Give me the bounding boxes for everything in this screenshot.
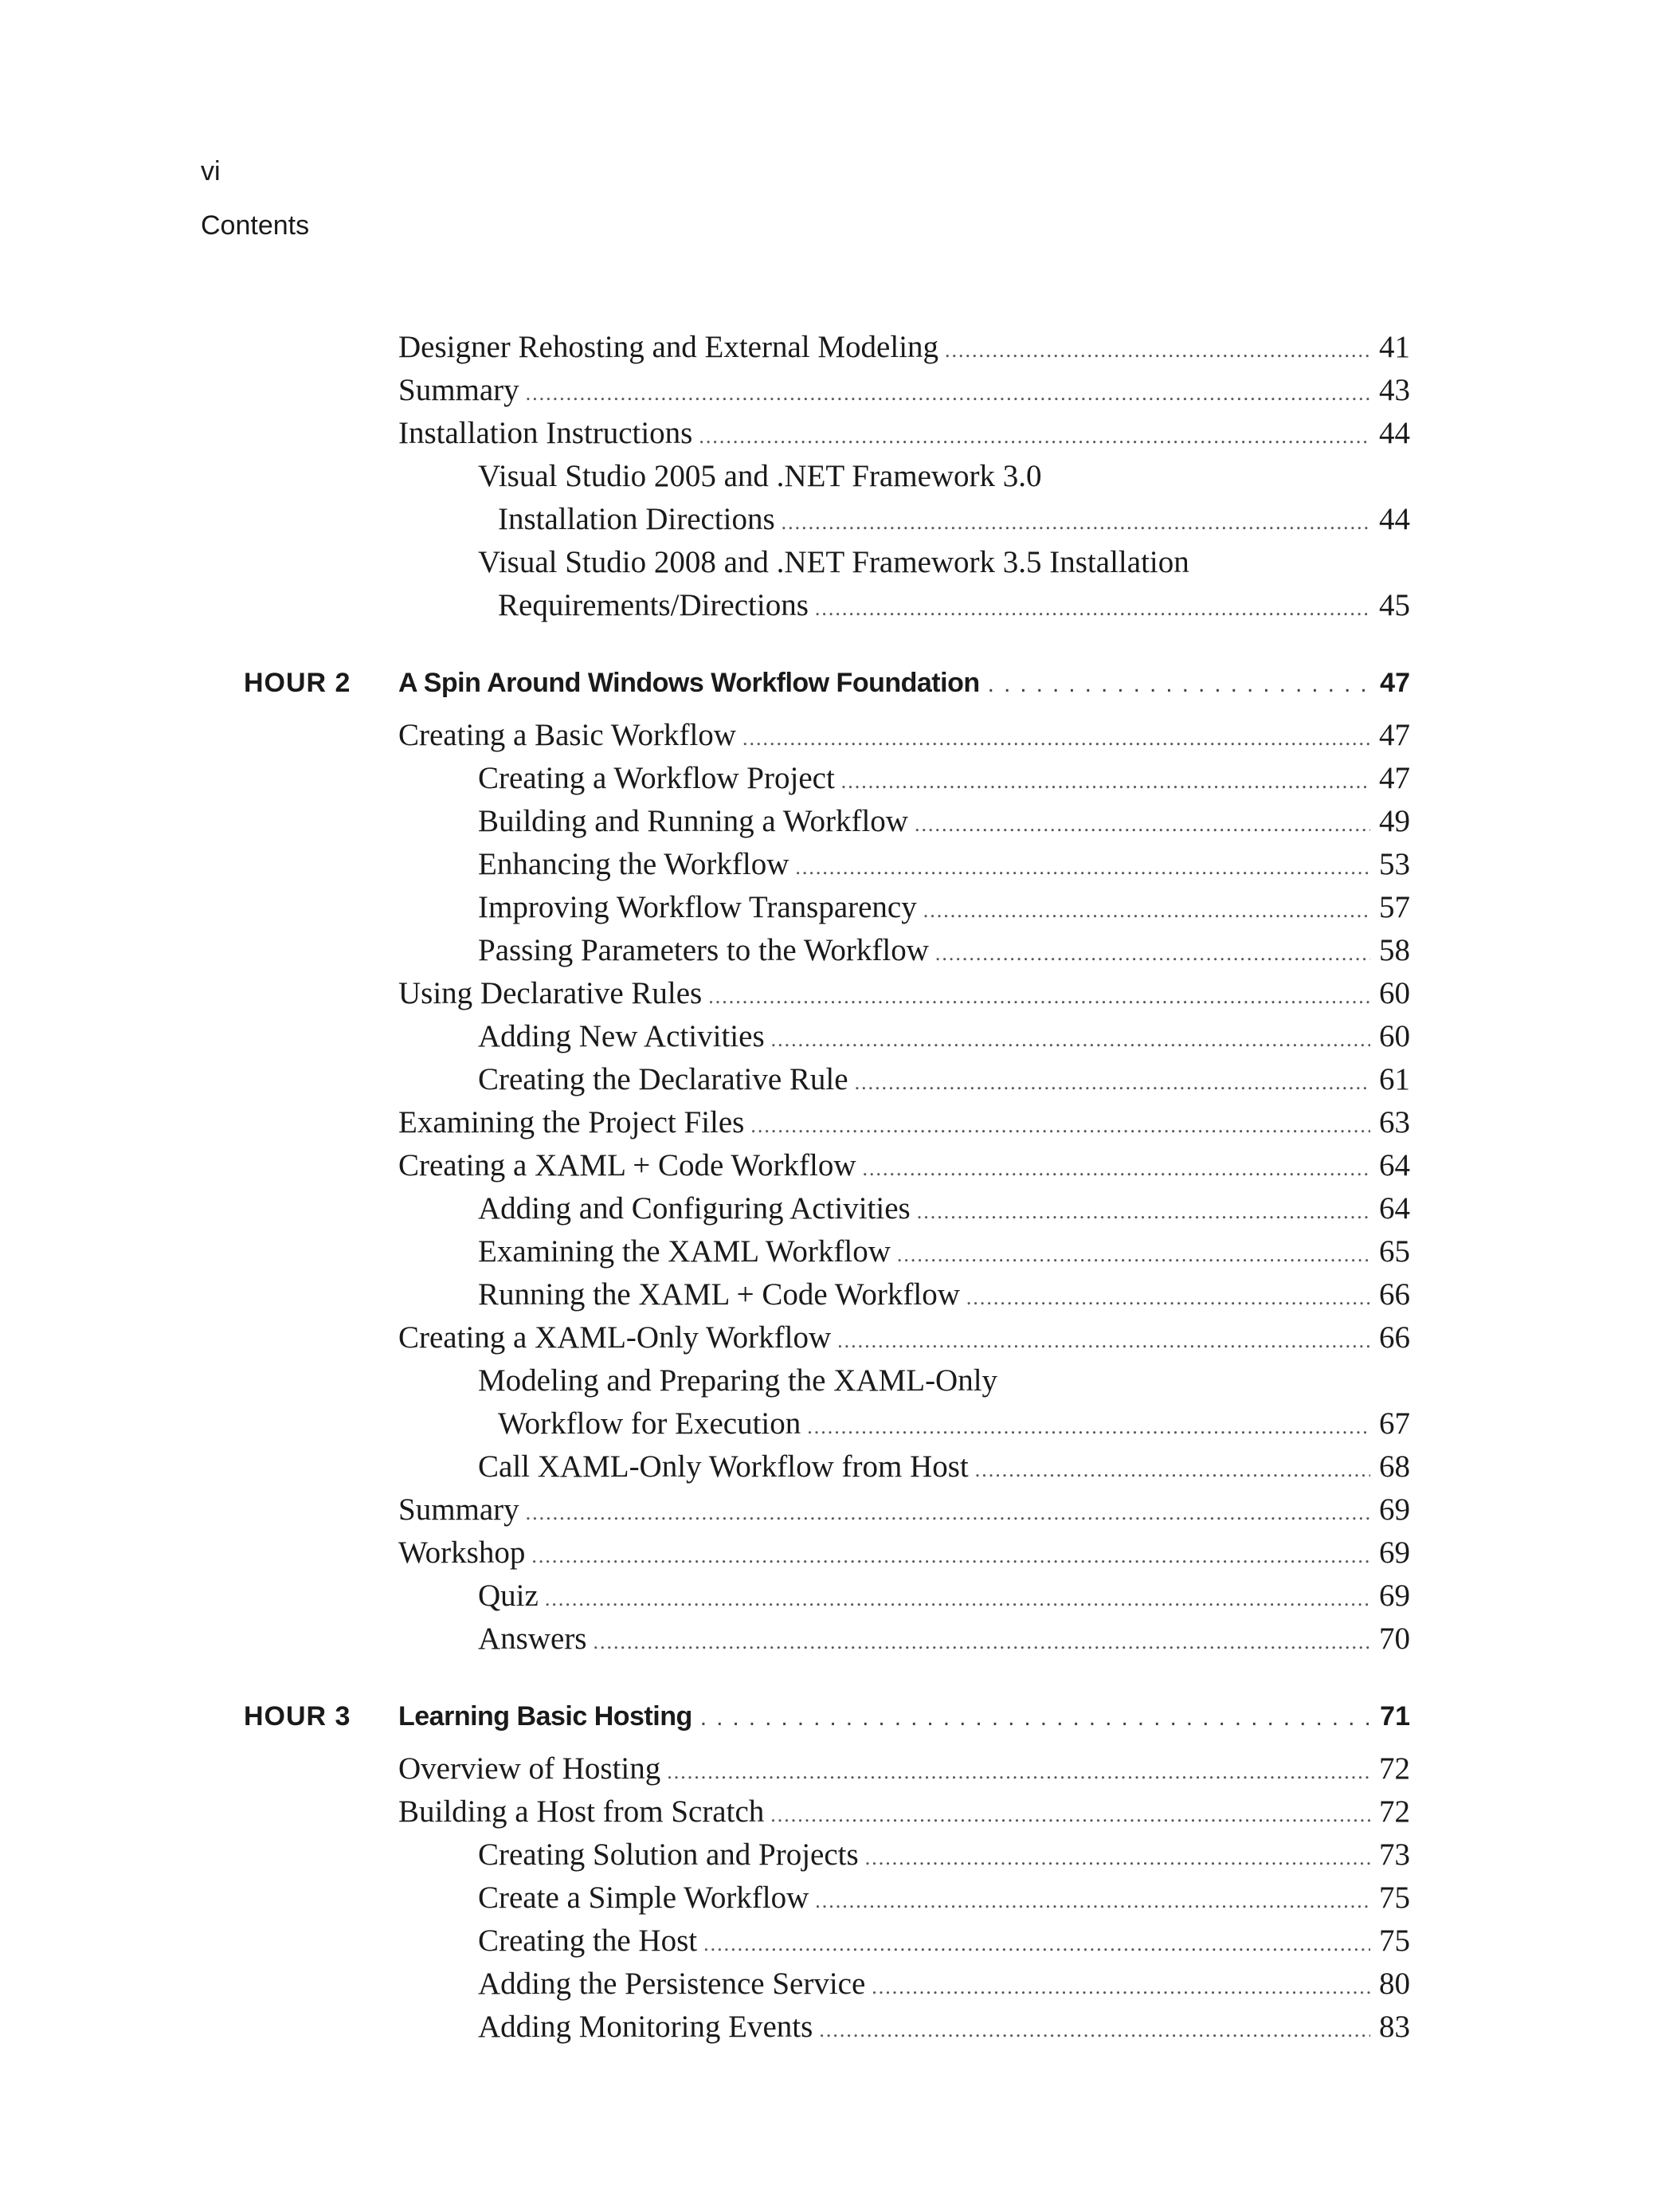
toc-entry-page: 73: [1379, 1837, 1410, 1872]
dot-leader: [923, 889, 1370, 932]
toc-entry-page: 66: [1379, 1320, 1410, 1355]
toc-entry-title: Create a Simple Workflow: [478, 1881, 809, 1915]
dot-leader: [531, 1535, 1370, 1578]
toc-entry-vs2008[interactable]: [498, 584, 1410, 627]
dot-leader: [750, 1104, 1370, 1147]
toc-entry-title: Improving Workflow Transparency: [478, 890, 917, 924]
dot-leader: [699, 415, 1370, 458]
dot-leader: [945, 329, 1370, 372]
dot-leader: [815, 1880, 1370, 1923]
toc-entry-title: Creating the Host: [478, 1924, 698, 1958]
toc-entry-installation-instructions[interactable]: [398, 412, 1410, 455]
toc-entry-title: Adding New Activities: [478, 1019, 765, 1053]
dot-leader: [988, 663, 1369, 706]
toc-entry-page: 47: [1379, 761, 1410, 795]
toc-entry-page: 43: [1379, 373, 1410, 407]
toc-entry-designer-rehosting[interactable]: [398, 326, 1410, 369]
dot-leader: [700, 1696, 1369, 1739]
toc-entry-page: 69: [1379, 1535, 1410, 1570]
toc-entry[interactable]: [478, 1230, 1410, 1273]
toc-entry-page: 47: [1379, 718, 1410, 752]
toc-entry[interactable]: [478, 886, 1410, 929]
dot-leader: [897, 1233, 1370, 1277]
toc-entry-title: Examining the Project Files: [398, 1105, 745, 1139]
toc-entry[interactable]: [478, 1618, 1410, 1661]
toc-entry[interactable]: [478, 1963, 1410, 2006]
toc-entry-page: 57: [1379, 890, 1410, 924]
toc-entry-page: 72: [1379, 1751, 1410, 1786]
toc-entry-page: 66: [1379, 1277, 1410, 1312]
toc-entry-title: Adding the Persistence Service: [478, 1967, 866, 2001]
dot-leader: [872, 1966, 1370, 2009]
dot-leader: [742, 717, 1370, 760]
toc-entry-title: Creating a Basic Workflow: [398, 718, 736, 752]
toc-entry[interactable]: [478, 1015, 1410, 1058]
toc-entry[interactable]: [478, 800, 1410, 843]
dot-leader: [935, 932, 1370, 975]
toc-entry-page: 65: [1379, 1234, 1410, 1269]
toc-entry[interactable]: [398, 1316, 1410, 1359]
toc-entry[interactable]: [398, 1790, 1410, 1834]
dot-leader: [819, 2009, 1370, 2052]
toc-entry-title: Building a Host from Scratch: [398, 1794, 765, 1829]
toc-entry-title: Adding Monitoring Events: [478, 2010, 813, 2044]
toc-entry-title: Answers: [478, 1622, 587, 1656]
dot-leader: [782, 501, 1370, 544]
dot-leader: [966, 1277, 1370, 1320]
toc-entry-title: Creating a XAML-Only Workflow: [398, 1320, 832, 1355]
toc-entry-title: Examining the XAML Workflow: [478, 1234, 891, 1269]
toc-entry-title: Creating a Workflow Project: [478, 761, 835, 795]
toc-entry[interactable]: [398, 972, 1410, 1015]
dot-leader: [815, 587, 1370, 630]
toc-entry-title: Summary: [398, 1492, 519, 1527]
toc-entry-title: Installation Directions: [498, 502, 775, 536]
dot-leader: [526, 1492, 1370, 1535]
toc-entry-title: Quiz: [478, 1579, 539, 1613]
toc-entry[interactable]: [478, 1877, 1410, 1920]
dot-leader: [708, 975, 1370, 1018]
dot-leader: [865, 1837, 1370, 1880]
toc-entry[interactable]: [398, 1532, 1410, 1575]
toc-entry-page: 45: [1379, 588, 1410, 622]
toc-entry-page: 60: [1379, 1019, 1410, 1053]
toc-entry-page: 63: [1379, 1105, 1410, 1139]
toc-entry[interactable]: [478, 1834, 1410, 1877]
toc-entry-title: Using Declarative Rules: [398, 976, 703, 1010]
toc-entry[interactable]: [398, 1101, 1410, 1144]
dot-leader: [917, 1190, 1370, 1233]
toc-entry[interactable]: [478, 1445, 1410, 1488]
toc-entry-page: 41: [1379, 330, 1410, 364]
toc-entry-page: 68: [1379, 1449, 1410, 1484]
toc-entry-vs2005[interactable]: [498, 498, 1410, 541]
dot-leader: [807, 1406, 1370, 1449]
toc-entry[interactable]: [478, 1058, 1410, 1101]
hour-page: 71: [1380, 1701, 1410, 1732]
toc-entry-page: 44: [1379, 502, 1410, 536]
dot-leader: [855, 1061, 1370, 1104]
hour-title: Learning Basic Hosting: [398, 1701, 692, 1732]
hour-2-label: HOUR 2: [244, 668, 351, 698]
toc-entry[interactable]: [478, 1920, 1410, 1963]
dot-leader: [526, 372, 1370, 415]
toc-entry-page: 69: [1379, 1579, 1410, 1613]
toc-entry-vs2005-line1[interactable]: Visual Studio 2005 and .NET Framework 3.0: [478, 459, 1042, 493]
dot-leader: [837, 1320, 1370, 1363]
toc-entry[interactable]: [478, 1187, 1410, 1230]
toc-entry-title: Installation Instructions: [398, 416, 693, 450]
dot-leader: [771, 1018, 1370, 1061]
toc-entry-summary[interactable]: [398, 369, 1410, 412]
toc-entry[interactable]: [478, 2006, 1410, 2049]
toc-entry-title: Creating Solution and Projects: [478, 1837, 859, 1872]
dot-leader: [795, 846, 1370, 889]
dot-leader: [593, 1621, 1370, 1664]
toc-entry[interactable]: [398, 1488, 1410, 1532]
toc-entry-page: 53: [1379, 847, 1410, 881]
toc-entry-title: Designer Rehosting and External Modeling: [398, 330, 939, 364]
toc-entry-title: Passing Parameters to the Workflow: [478, 933, 929, 967]
toc-entry-page: 67: [1379, 1406, 1410, 1441]
toc-entry-page: 49: [1379, 804, 1410, 838]
hour-3-heading[interactable]: [398, 1695, 1410, 1738]
toc-entry-page: 58: [1379, 933, 1410, 967]
toc-entry[interactable]: [478, 1575, 1410, 1618]
toc-entry-page: 70: [1379, 1622, 1410, 1656]
hour-2-heading[interactable]: [398, 661, 1410, 704]
toc-entry[interactable]: [478, 757, 1410, 800]
toc-entry-title: Building and Running a Workflow: [478, 804, 908, 838]
toc-entry-page: 64: [1379, 1148, 1410, 1182]
dot-leader: [703, 1923, 1370, 1966]
running-title: Contents: [201, 210, 310, 241]
toc-entry-page: 61: [1379, 1062, 1410, 1096]
page-number: vi: [201, 156, 221, 186]
toc-entry-title: Overview of Hosting: [398, 1751, 661, 1786]
toc-entry-title: Summary: [398, 373, 519, 407]
toc-entry-title: Creating a XAML + Code Workflow: [398, 1148, 856, 1182]
hour-title: A Spin Around Windows Workflow Foundation: [398, 668, 980, 698]
toc-entry-title: Creating the Declarative Rule: [478, 1062, 848, 1096]
hour-page: 47: [1380, 668, 1410, 698]
toc-entry-page: 75: [1379, 1924, 1410, 1958]
toc-entry-page: 72: [1379, 1794, 1410, 1829]
toc-entry-title: Call XAML-Only Workflow from Host: [478, 1449, 969, 1484]
toc-entry[interactable]: [478, 843, 1410, 886]
toc-entry-title: Requirements/Directions: [498, 588, 809, 622]
dot-leader: [975, 1449, 1370, 1492]
toc-entry-title: Running the XAML + Code Workflow: [478, 1277, 960, 1312]
toc-entry[interactable]: [498, 1402, 1410, 1445]
toc-entry-page: 44: [1379, 416, 1410, 450]
toc-entry-modeling-line1[interactable]: Modeling and Preparing the XAML-Only: [478, 1363, 998, 1398]
hour-3-label: HOUR 3: [244, 1701, 351, 1732]
dot-leader: [841, 760, 1370, 803]
dot-leader: [863, 1147, 1370, 1190]
toc-entry-page: 80: [1379, 1967, 1410, 2001]
toc-entry-page: 64: [1379, 1191, 1410, 1226]
toc-entry-page: 69: [1379, 1492, 1410, 1527]
toc-entry[interactable]: [478, 1273, 1410, 1316]
toc-entry-title: Adding and Configuring Activities: [478, 1191, 911, 1226]
toc-entry[interactable]: [398, 714, 1410, 757]
toc-entry-page: 75: [1379, 1881, 1410, 1915]
toc-entry-page: 60: [1379, 976, 1410, 1010]
toc-entry-page: 83: [1379, 2010, 1410, 2044]
dot-leader: [667, 1751, 1370, 1794]
toc-entry-title: Enhancing the Workflow: [478, 847, 789, 881]
toc-entry[interactable]: [478, 929, 1410, 972]
dot-leader: [545, 1578, 1370, 1621]
dot-leader: [915, 803, 1370, 846]
dot-leader: [770, 1794, 1370, 1837]
toc-entry-title: Workshop: [398, 1535, 526, 1570]
toc-entry-vs2008-line1[interactable]: Visual Studio 2008 and .NET Framework 3.5 Installation: [478, 545, 1189, 579]
toc-entry[interactable]: [398, 1144, 1410, 1187]
toc-entry[interactable]: [398, 1747, 1410, 1790]
toc-entry-title: Workflow for Execution: [498, 1406, 801, 1441]
